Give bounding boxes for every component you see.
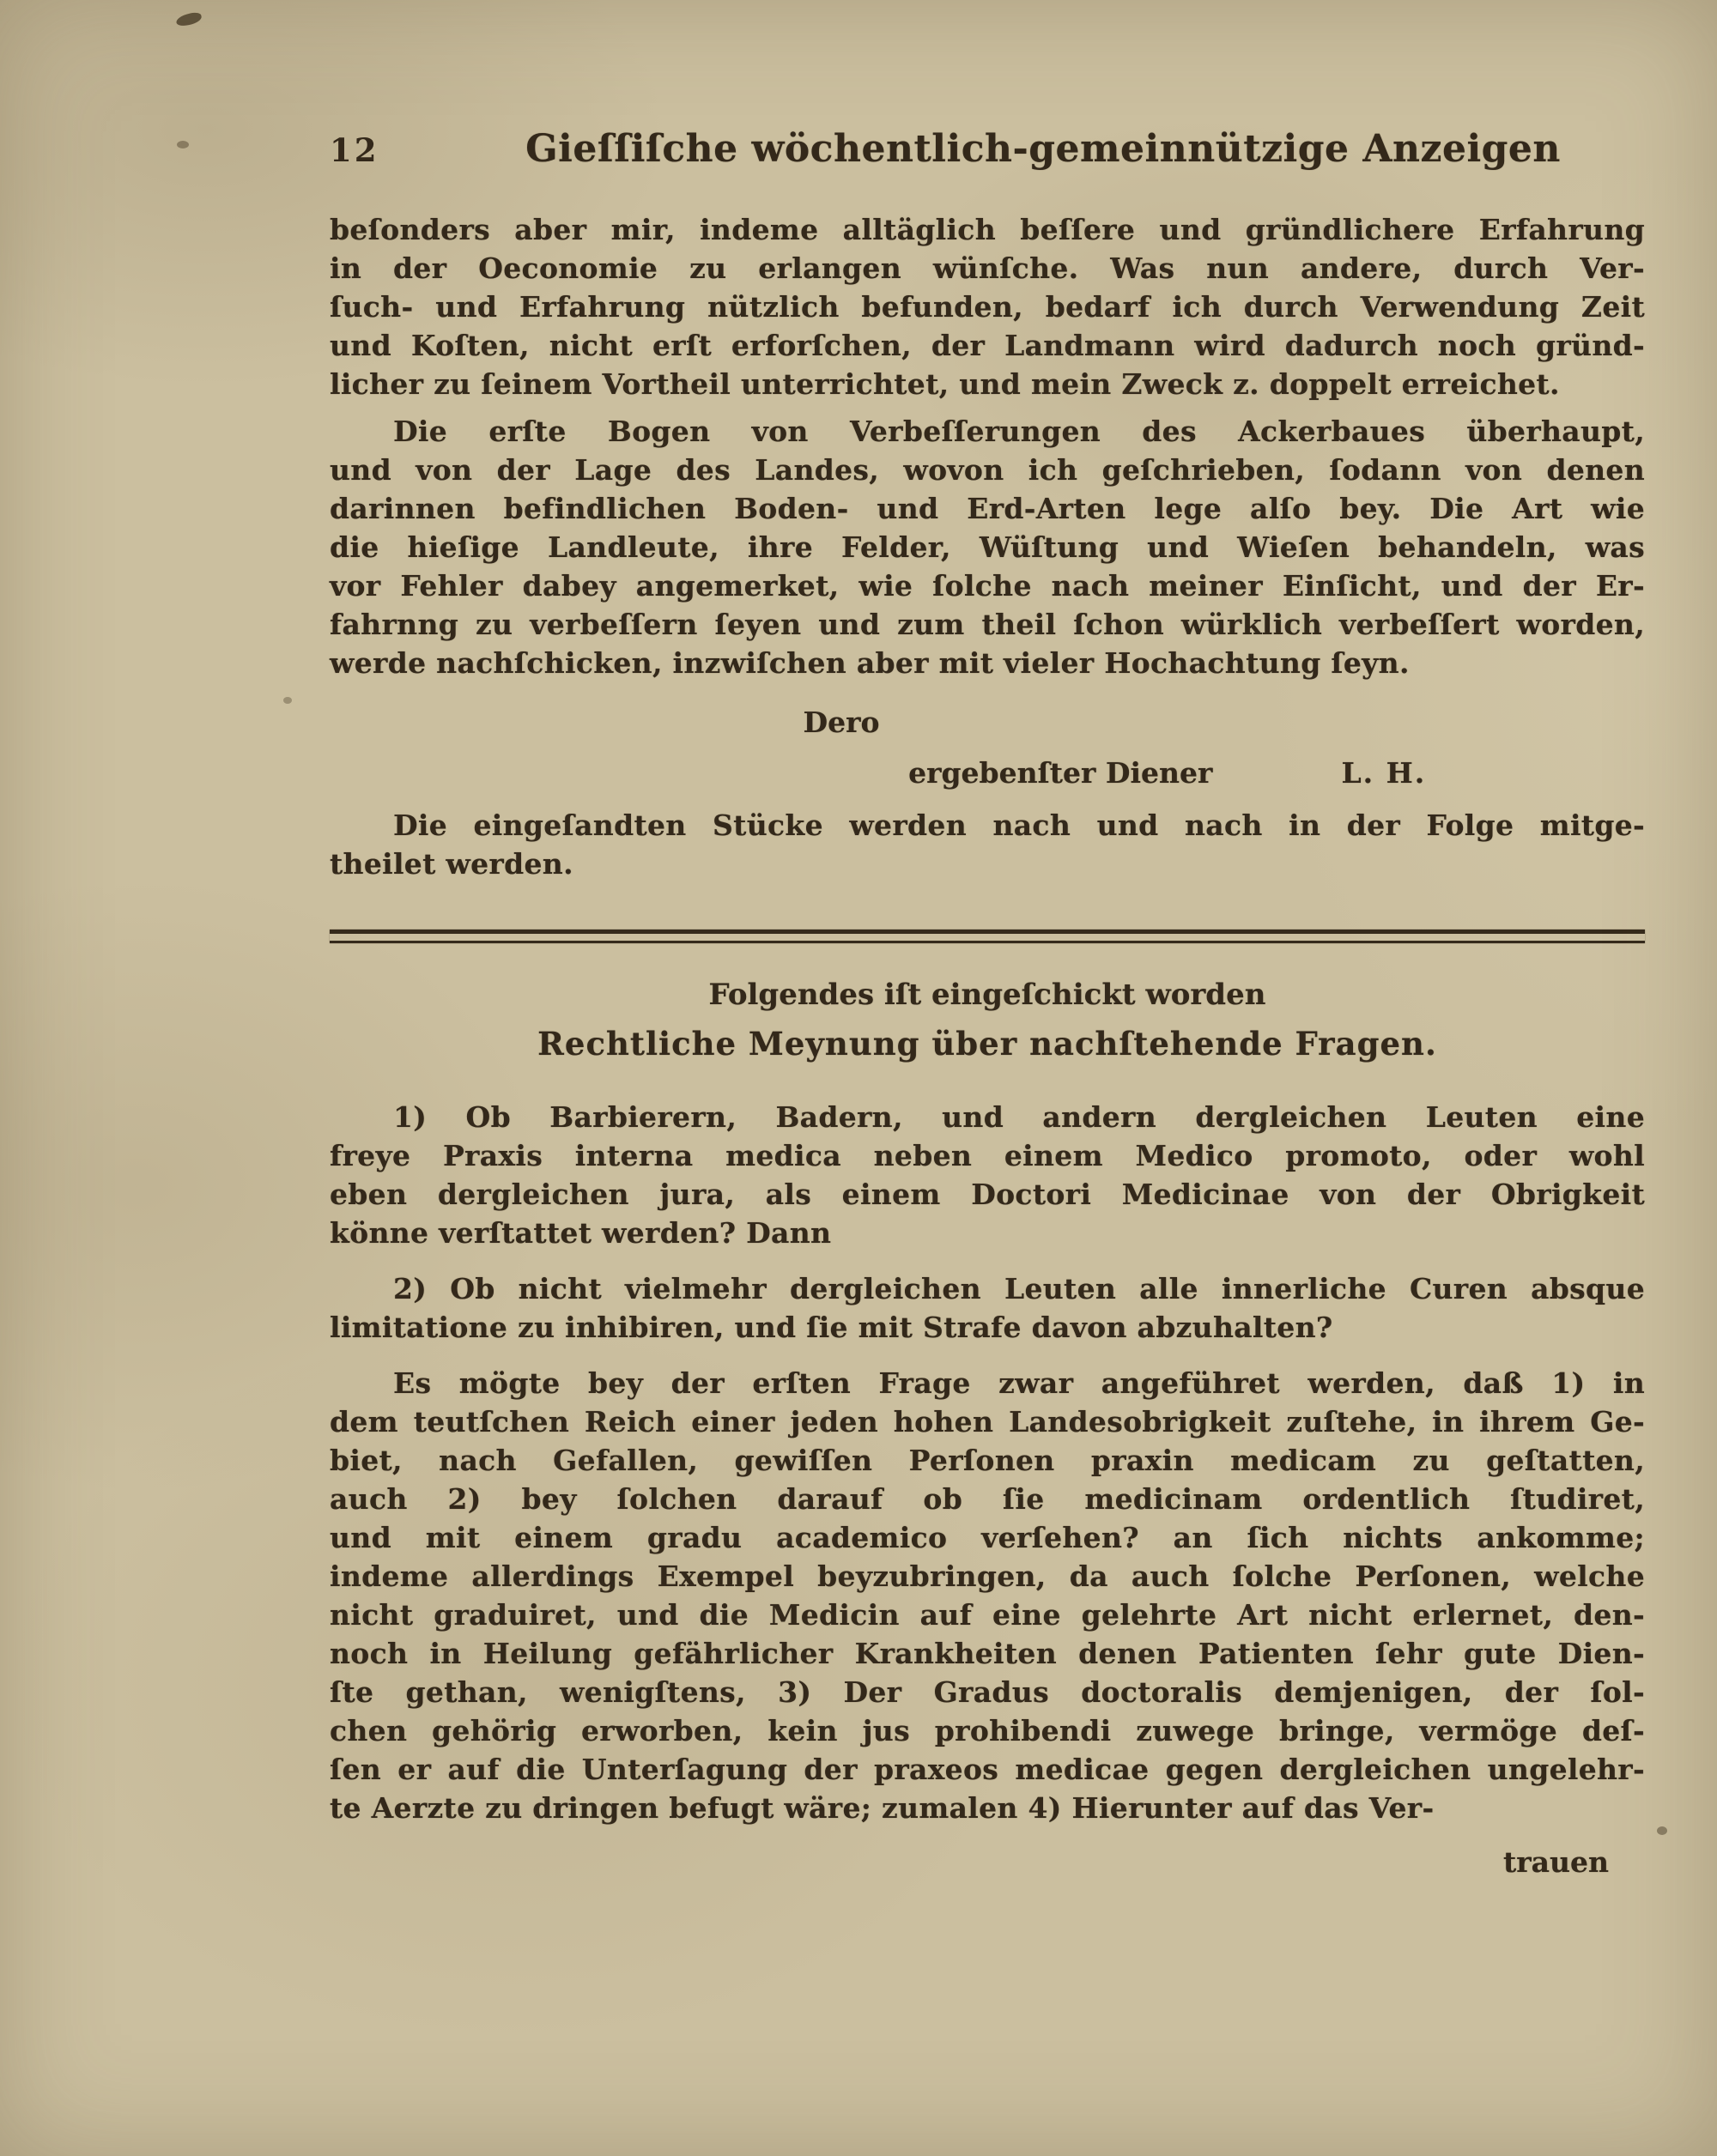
text-line: dem teutſchen Reich einer jeden hohen Landesobrigkeit zuſtehe, in ihrem Ge- [330,1405,1645,1438]
text-line: in der Oeconomie zu erlangen wünſche. Was nun andere, durch Ver- [330,251,1645,285]
text-line: nicht graduiret, und die Medicin auf eine gelehrte Art nicht erlernet, den- [330,1598,1645,1632]
text-line: Es mögte bey der erſten Frage zwar angeführet werden, daß 1) in [393,1366,1645,1400]
text-line: die hieſige Landleute, ihre Felder, Wüſtung und Wieſen behandeln, was [330,530,1645,564]
text-line: biet, nach Gefallen, gewiſſen Perſonen praxin medicam zu geſtatten, [330,1444,1645,1477]
text-line: werde nachſchicken, inzwiſchen aber mit vieler Hochachtung ſeyn. [330,646,1410,680]
text-line: freye Praxis interna medica neben einem Medico promoto, oder wohl [330,1139,1645,1172]
text-line: darinnen befindlichen Boden- und Erd-Arten lege alſo bey. Die Art wie [330,492,1645,525]
text-line: und mit einem gradu academico verſehen? an ſich nichts ankomme; [330,1521,1645,1554]
text-line: noch in Heilung gefährlicher Krankheiten denen Patienten ſehr gute Dien- [330,1637,1645,1670]
text-line: könne verſtattet werden? Dann [330,1216,832,1250]
page-header [330,127,1645,171]
text-line: licher zu ſeinem Vortheil unterrichtet, und mein Zweck z. doppelt erreichet. [330,367,1560,401]
text-line: indeme allerdings Exempel beyzubringen, da auch ſolche Perſonen, welche [330,1559,1645,1593]
text-line: ſte gethan, wenigſtens, 3) Der Gradus doctoralis demjenigen, der ſol- [330,1675,1645,1709]
letter-salutation-dero: Dero [803,706,880,739]
letter-paragraph-enclosures [330,412,1645,682]
text-line: fahrnng zu verbeſſern ſeyen und zum theil ſchon würklich verbeſſert worden, [330,608,1645,641]
letter-signature-line [908,754,1645,792]
catchword: trauen [1503,1845,1609,1879]
section-heading: Folgendes iſt eingeſchickt worden [708,978,1266,1012]
masthead-title: Gieſſiſche wöchentlich-gemeinnützige Anzeigen [525,127,1561,171]
text-line: eben dergleichen jura, als einem Doctori Medicinae von der Obrigkeit [330,1178,1645,1211]
text-line: theilet werden. [330,847,573,881]
section-divider-rule [330,930,1645,943]
signature-initials: L. H. [1341,756,1427,790]
text-line: auch 2) bey ſolchen darauf ob ſie medicinam ordentlich ſtudiret, [330,1482,1645,1516]
text-line: 1) Ob Barbierern, Badern, und andern dergleichen Leuten eine [393,1100,1645,1134]
text-line: vor Fehler dabey angemerket, wie ſolche nach meiner Einſicht, und der Er- [330,569,1645,603]
ink-speck [177,141,189,148]
signature-text: ergebenſter Diener [908,756,1213,790]
legal-discussion-paragraph [330,1364,1645,1827]
ink-speck [175,11,203,27]
ink-speck [1657,1826,1667,1835]
legal-question-2 [330,1269,1645,1347]
text-line: ſen er auf die Unterſagung der praxeos medicae gegen dergleichen ungelehr- [330,1753,1645,1786]
ink-speck [283,697,292,704]
text-column [330,127,1645,1881]
text-line: limitatione zu inhibiren, und ſie mit Strafe davon abzuhalten? [330,1311,1333,1344]
text-line: te Aerzte zu dringen befugt wäre; zumalen 4) Hierunter auf das Ver- [330,1791,1435,1825]
page-number: 12 [330,131,379,169]
text-line: 2) Ob nicht vielmehr dergleichen Leuten alle innerliche Curen absque [393,1272,1645,1305]
text-line: und Koſten, nicht erſt erforſchen, der Landmann wird dadurch noch gründ- [330,329,1645,362]
legal-question-1 [330,1098,1645,1252]
text-line: ſuch- und Erfahrung nützlich befunden, bedarf ich durch Verwendung Zeit [330,290,1645,324]
text-line: Die erſte Bogen von Verbeſſerungen des Ackerbaues überhaupt, [393,415,1645,448]
text-line: chen gehörig erworben, kein jus prohibendi zuwege bringe, vermöge deſ- [330,1714,1645,1747]
text-line: und von der Lage des Landes, wovon ich geſchrieben, ſodann von denen [330,453,1645,487]
letter-paragraph-continuation [330,210,1645,403]
text-line: beſonders aber mir, indeme alltäglich beſſere und gründlichere Erfahrung [330,213,1645,246]
section-subheading: Rechtliche Meynung über nachſtehende Fragen. [537,1025,1437,1063]
editorial-note-paragraph [330,806,1645,883]
text-line: Die eingeſandten Stücke werden nach und nach in der Folge mitge- [393,808,1645,842]
